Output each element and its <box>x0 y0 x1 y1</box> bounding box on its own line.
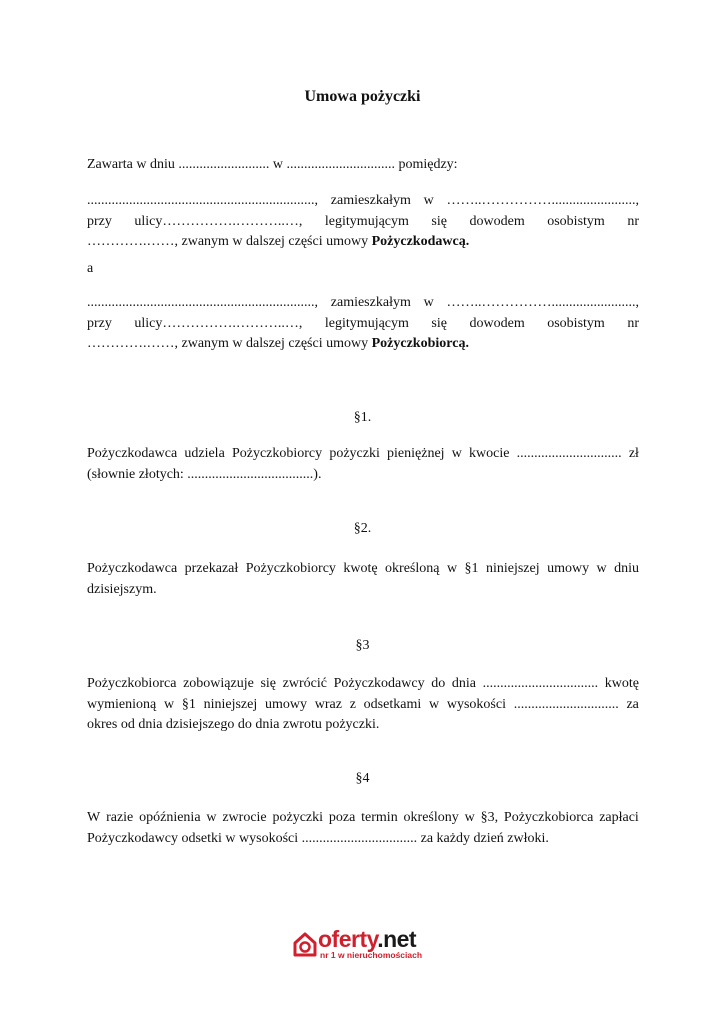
section3-heading: §3 <box>355 638 370 653</box>
section1-heading: §1. <box>353 410 372 425</box>
party2-line3: ………….……, zwanym w dalszej części umowy Pożyczkobiorcą. <box>87 336 469 351</box>
intro-paragraph: Zawarta w dniu .......................... w ............................... pomiędzy: <box>87 157 458 172</box>
party2-paragraph <box>87 293 639 355</box>
party1-line3: ………….……, zwanym w dalszej części umowy Pożyczkodawcą. <box>87 234 470 249</box>
borrower-role: Pożyczkobiorcą. <box>371 336 469 351</box>
section4-heading: §4 <box>355 771 370 786</box>
section1-body: Pożyczkodawca udziela Pożyczkobiorcy pożyczki pieniężnej w kwocie .............................. zł (słownie złotych: ....................................). <box>87 446 639 482</box>
logo-wordmark: oferty.net <box>318 926 417 952</box>
party1-line1: ................................................................., zamieszkałym w ……..……………........................, <box>87 193 639 208</box>
section4-body: W razie opóźnienia w zwrocie pożyczki poza termin określony w §3, Pożyczkobiorca zapłaci Pożyczkodawcy odsetki w wysokości ................................. za każdy dzień zwłoki. <box>87 810 639 846</box>
party2-line2: przy ulicy…………….………..…, legitymującym się dowodem osobistym nr <box>87 315 639 331</box>
party1-line2: przy ulicy…………….………..…, legitymującym się dowodem osobistym nr <box>87 213 639 229</box>
lender-role: Pożyczkodawcą. <box>371 234 470 249</box>
oferty-logo <box>292 926 432 965</box>
house-icon <box>292 931 318 957</box>
party1-paragraph <box>87 191 639 253</box>
conjunction: a <box>87 261 94 276</box>
logo-tagline: nr 1 w nieruchomościach <box>320 950 423 960</box>
section2-heading: §2. <box>353 521 372 536</box>
section3-body: Pożyczkobiorca zobowiązuje się zwrócić Pożyczkodawcy do dnia ................................. kwotę wymienioną w §1 niniejszej umowy wraz z odsetkami w wysokości .............................. za okres od dnia dzisiejszego do dnia zwrotu pożyczki. <box>87 676 639 732</box>
section2-body: Pożyczkodawca przekazał Pożyczkobiorcy kwotę określoną w §1 niniejszej umowy w dniu dzisiejszym. <box>87 561 639 597</box>
document-title: Umowa pożyczki <box>304 88 421 105</box>
party2-line1: ................................................................., zamieszkałym w ……..……………........................, <box>87 295 639 310</box>
